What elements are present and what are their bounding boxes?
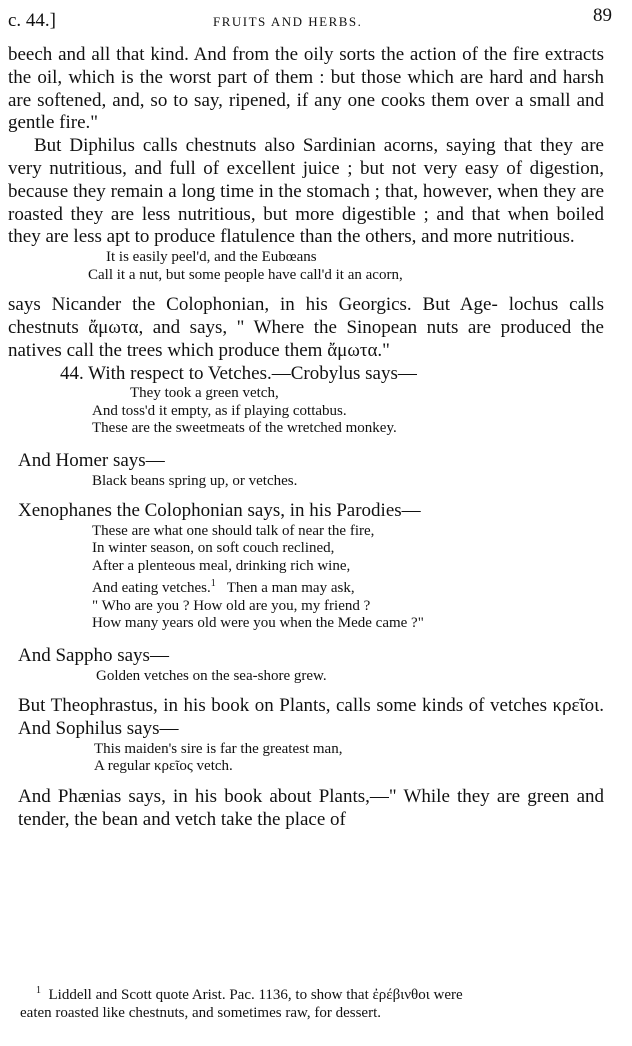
text-line: are less apt to produce flatulence than the others, and more xyxy=(45,226,493,248)
text-line: are green and tender, the bean and vetch take the place of xyxy=(18,785,605,830)
footnote-ref: 1 xyxy=(210,578,216,590)
paragraph-nicander xyxy=(8,294,604,362)
text-line: beech and all that kind. And from the oily sorts the action xyxy=(8,44,457,65)
text-line: lochus calls chestnuts ἄμωτα, and says, " Where the Sinopean xyxy=(8,294,604,338)
text-line: And Homer says— xyxy=(18,449,165,471)
verse-xenophanes xyxy=(8,523,604,633)
xenophanes-says xyxy=(8,500,604,523)
verse-crobylus xyxy=(8,385,604,438)
running-header xyxy=(8,4,612,38)
text-line: ripened, if any one cooks them over a small and gentle fire." xyxy=(8,89,604,134)
section-text: With respect to Vetches.—Crobylus says— xyxy=(88,362,417,384)
paragraph-diphilus xyxy=(8,135,604,249)
text-line: vetches κρεῖοι. And Sophilus says— xyxy=(18,695,605,740)
verse-line xyxy=(92,575,604,598)
verse-line: After a plenteous meal, drinking rich wine, xyxy=(92,557,351,574)
text-line: but those which are hard and harsh are softened, and, so to say, xyxy=(8,66,605,111)
footnote-line: eaten roasted like chestnuts, and sometimes raw, for dessert. xyxy=(20,1005,381,1021)
paragraph-beech xyxy=(8,44,604,135)
verse-line: And toss'd it empty, as if playing cottabus. xyxy=(92,402,347,419)
verse-line: " Who are you ? How old are you, my friend ? xyxy=(92,597,371,614)
text-line: But Theophrastus, in his book on Plants, calls some kinds of xyxy=(18,695,485,717)
footnote-text: Liddell and Scott quote Arist. Pac. 1136, to show that ἐρέβινθοι were xyxy=(48,987,463,1003)
text-line: And Sappho says— xyxy=(18,644,169,666)
paragraph-theophrastus xyxy=(8,695,604,741)
footnote xyxy=(8,982,608,1022)
verse-homer xyxy=(8,473,604,491)
verse-line: It is easily peel'd, and the Eubœans xyxy=(106,249,317,266)
text-line: But Diphilus calls chestnuts also Sardinian acorns, saying xyxy=(34,135,496,157)
page-number: 89 xyxy=(593,5,612,26)
footnote-marker: 1 xyxy=(36,985,41,996)
text-line: of the fire extracts the oil, which is the worst part of them : xyxy=(8,44,605,88)
text-line: nutritious. xyxy=(497,226,575,248)
verse-line: In winter season, on soft couch reclined, xyxy=(92,540,335,557)
verse-line: How many years old were you when the Mede came ?" xyxy=(92,615,424,632)
verse-sappho xyxy=(8,668,604,686)
verse-nicander xyxy=(8,249,604,284)
text-line: Xenophanes the Colophonian says, in his Parodies— xyxy=(18,500,421,522)
verse-line: Black beans spring up, or vetches. xyxy=(92,472,298,489)
verse-line: These are what one should talk of near the fire, xyxy=(92,522,375,539)
verse-text: Then a man may ask, xyxy=(226,580,355,597)
text-line: them ἄμωτα." xyxy=(284,339,390,361)
page-body xyxy=(8,44,604,831)
section-heading-vetches xyxy=(8,363,604,386)
text-line: And Phænias says, in his book about Plants,—" While they xyxy=(18,785,490,807)
section-number: 44. xyxy=(60,362,84,384)
chapter-ref: c. 44.] xyxy=(8,10,57,31)
homer-says xyxy=(8,450,604,473)
text-line: says Nicander the Colophonian, in his Georgics. But Age- xyxy=(8,294,498,316)
verse-line: A regular κρεῖος vetch. xyxy=(94,758,233,775)
text-line: not very easy of digestion, because they remain a long time in xyxy=(8,157,604,202)
text-line: nuts are produced the natives call the trees which produce xyxy=(8,316,604,361)
text-line: the stomach ; that, however, when they are roasted they are xyxy=(8,180,604,225)
text-line: that they are very nutritious, and full of excellent juice ; but xyxy=(8,135,604,179)
verse-line: This maiden's sire is far the greatest man, xyxy=(94,740,343,757)
verse-sophilus xyxy=(8,741,604,776)
verse-text: And eating vetches. xyxy=(92,580,211,597)
verse-line: These are the sweetmeats of the wretched monkey. xyxy=(92,420,397,437)
sappho-says xyxy=(8,645,604,668)
verse-line: They took a green vetch, xyxy=(130,385,279,402)
running-title: FRUITS AND HERBS. xyxy=(213,14,363,29)
text-line: less nutritious, but more digestible ; and that when boiled they xyxy=(8,203,604,248)
verse-line: Call it a nut, but some people have call'd it an acorn, xyxy=(88,266,403,283)
footnote-line xyxy=(8,982,608,1004)
paragraph-phaenias xyxy=(8,786,604,832)
verse-line: Golden vetches on the sea-shore grew. xyxy=(96,667,327,684)
